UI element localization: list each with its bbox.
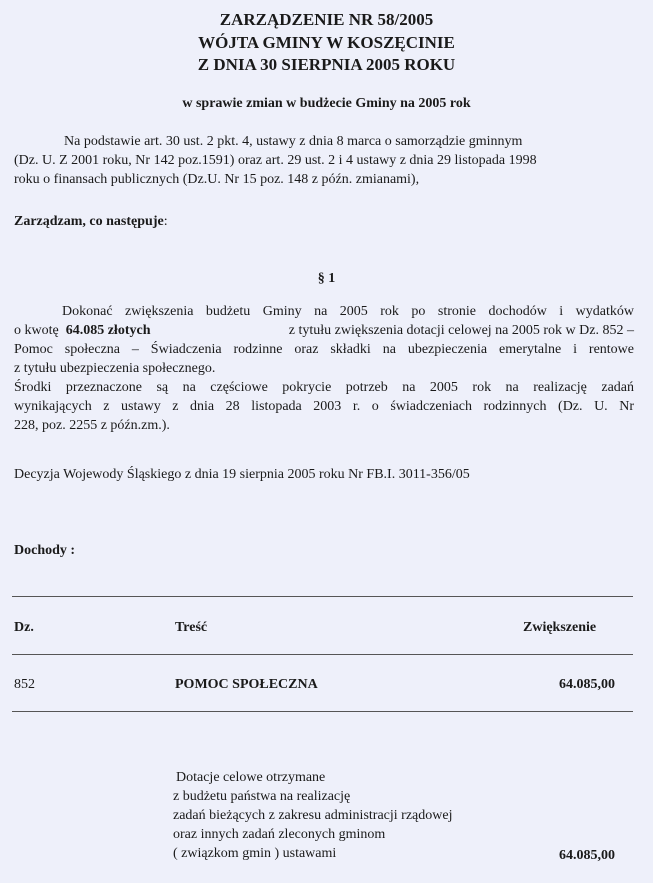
body-line: 228, poz. 2255 z późn.zm.). xyxy=(14,418,170,433)
body-text: z tytułu zwiększenia dotacji celowej na 2005 rok w Dz. 852 – xyxy=(288,323,634,338)
document-subject: w sprawie zmian w budżecie Gminy na 2005 rok xyxy=(182,96,471,111)
detail-line: oraz innych zadań zleconych gminom xyxy=(173,827,386,842)
order-colon: : xyxy=(163,214,168,229)
document-title-line-2: WÓJTA GMINY W KOSZĘCINIE xyxy=(198,33,455,52)
detail-line: z budżetu państwa na realizację xyxy=(173,789,351,804)
table-header-rule xyxy=(12,654,633,655)
detail-description xyxy=(173,768,452,863)
legal-basis-paragraph xyxy=(14,132,634,189)
income-label: Dochody : xyxy=(14,543,76,558)
body-text: o kwotę xyxy=(14,323,59,338)
detail-line: Dotacje celowe otrzymane xyxy=(176,770,326,785)
body-line-amount xyxy=(14,321,634,340)
body-line: z tytułu ubezpieczenia społecznego. xyxy=(14,361,216,376)
order-text: Zarządzam, co następuje xyxy=(14,214,164,229)
body-line: Środki przeznaczone są na częściowe pokrycie potrzeb na 2005 rok na realizację zadań xyxy=(14,380,634,395)
decision-reference: Decyzja Wojewody Śląskiego z dnia 19 sierpnia 2005 roku Nr FB.I. 3011-356/05 xyxy=(14,467,470,482)
detail-line: zadań bieżących z zakresu administracji rządowej xyxy=(173,808,453,823)
column-header-tresc: Treść xyxy=(175,620,208,635)
table-row-rule xyxy=(12,711,633,712)
body-line: Dokonać zwiększenia budżetu Gminy na 2005 rok po stronie dochodów i wydatków xyxy=(62,304,634,319)
detail-amount: 64.085,00 xyxy=(559,848,615,863)
document-title-line-1: ZARZĄDZENIE NR 58/2005 xyxy=(219,10,434,29)
detail-line: ( związkom gmin ) ustawami xyxy=(173,846,337,861)
body-line: wynikających z ustawy z dnia 28 listopada 2003 r. o świadczeniach rodzinnych (Dz. U. Nr xyxy=(14,399,634,414)
row-dz: 852 xyxy=(14,677,35,692)
legal-basis-line: Na podstawie art. 30 ust. 2 pkt. 4, ustawy z dnia 8 marca o samorządzie gminnym xyxy=(64,134,523,149)
legal-basis-line: roku o finansach publicznych (Dz.U. Nr 15 poz. 148 z późn. zmianami), xyxy=(14,172,420,187)
row-amount: 64.085,00 xyxy=(559,677,615,692)
amount-highlight: 64.085 złotych xyxy=(65,323,151,338)
column-header-zwiekszenie: Zwiększenie xyxy=(523,620,597,635)
body-line: Pomoc społeczna – Świadczenia rodzinne oraz składki na ubezpieczenia emerytalne i rentowe xyxy=(14,342,634,357)
order-statement xyxy=(14,212,168,231)
row-tresc: POMOC SPOŁECZNA xyxy=(175,677,318,692)
section-body xyxy=(14,302,634,435)
legal-basis-line: (Dz. U. Z 2001 roku, Nr 142 poz.1591) oraz art. 29 ust. 2 i 4 ustawy z dnia 29 listopada 1998 xyxy=(14,153,537,168)
section-heading: § 1 xyxy=(317,271,336,286)
table-top-rule xyxy=(12,596,633,597)
document-title-line-3: Z DNIA 30 SIERPNIA 2005 ROKU xyxy=(197,55,456,74)
column-header-dz: Dz. xyxy=(14,620,34,635)
